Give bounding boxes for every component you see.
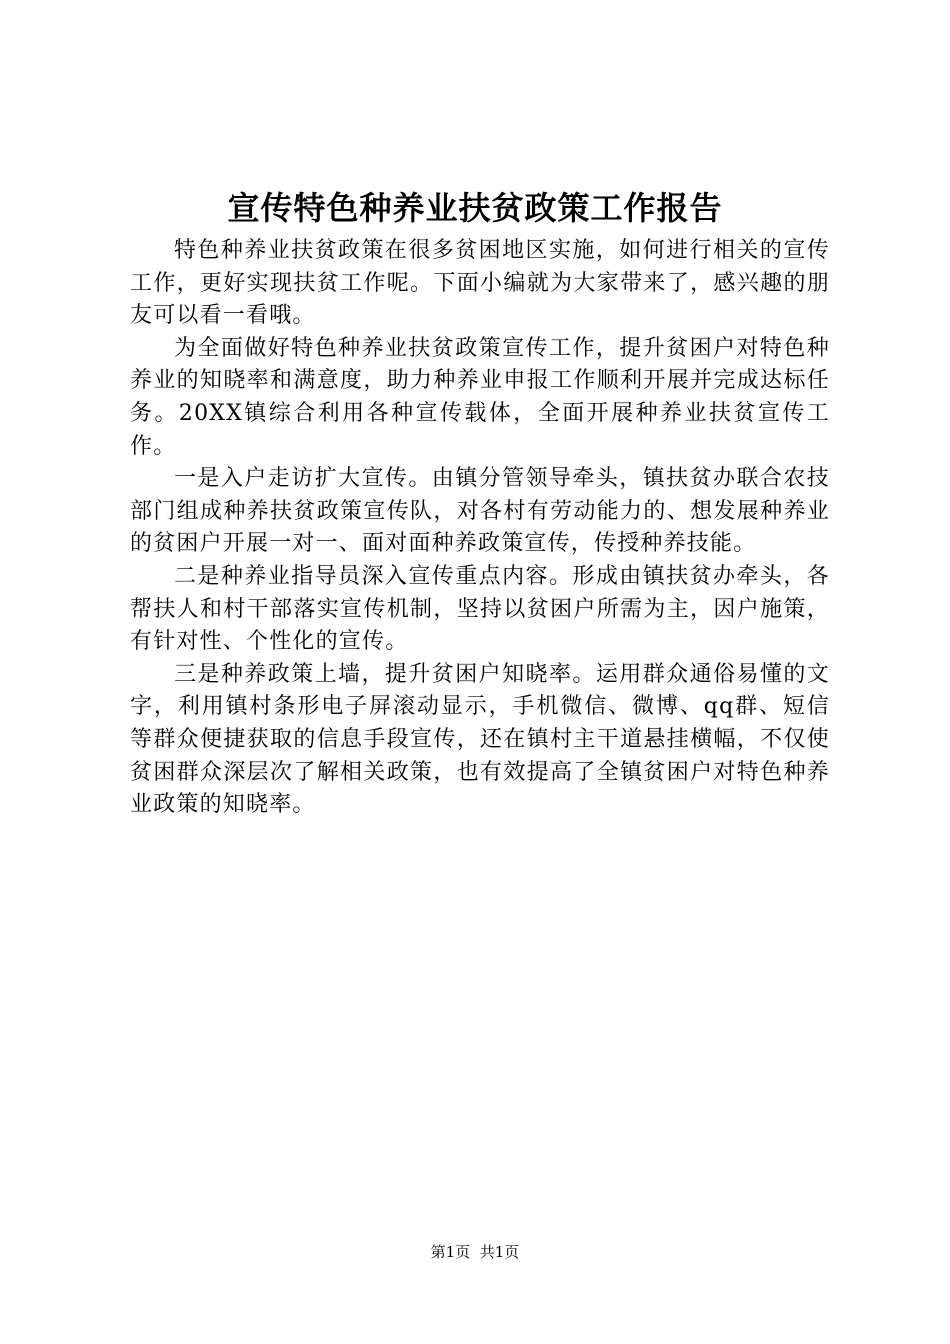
- paragraph-measure-one: 一是入户走访扩大宣传。由镇分管领导牵头，镇扶贫办联合农技部门组成种养扶贫政策宣传队，对各村有劳动能力的、想发展种养业的贫困户开展一对一、面对面种养政策宣传，传授种养技能。: [130, 466, 830, 557]
- paragraph-intro: 特色种养业扶贫政策在很多贫困地区实施，如何进行相关的宣传工作，更好实现扶贫工作呢。下面小编就为大家带来了，感兴趣的朋友可以看一看哦。: [130, 238, 830, 329]
- page-number: 第1页: [430, 1243, 471, 1261]
- paragraph-overview: 为全面做好特色种养业扶贫政策宣传工作，提升贫困户对特色种养业的知晓率和满意度，助力种养业申报工作顺利开展并完成达标任务。20XX镇综合利用各种宣传载体，全面开展种养业扶贫宣传工作。: [130, 335, 830, 459]
- paragraph-measure-three: 三是种养政策上墙，提升贫困户知晓率。运用群众通俗易懂的文字，利用镇村条形电子屏滚动显示，手机微信、微博、qq群、短信等群众便捷获取的信息手段宣传，还在镇村主干道悬挂横幅，不仅使贫困群众深层次了解相关政策，也有效提高了全镇贫困户对特色种养业政策的知晓率。: [130, 661, 830, 818]
- paragraph-measure-two: 二是种养业指导员深入宣传重点内容。形成由镇扶贫办牵头，各帮扶人和村干部落实宣传机制，坚持以贫困户所需为主，因户施策，有针对性、个性化的宣传。: [130, 563, 830, 655]
- document-body: [130, 235, 830, 822]
- document-title: 宣传特色种养业扶贫政策工作报告: [227, 189, 723, 227]
- footer-separator: [470, 1243, 480, 1261]
- page-footer: [0, 1241, 950, 1263]
- page-total: 共1页: [479, 1243, 520, 1261]
